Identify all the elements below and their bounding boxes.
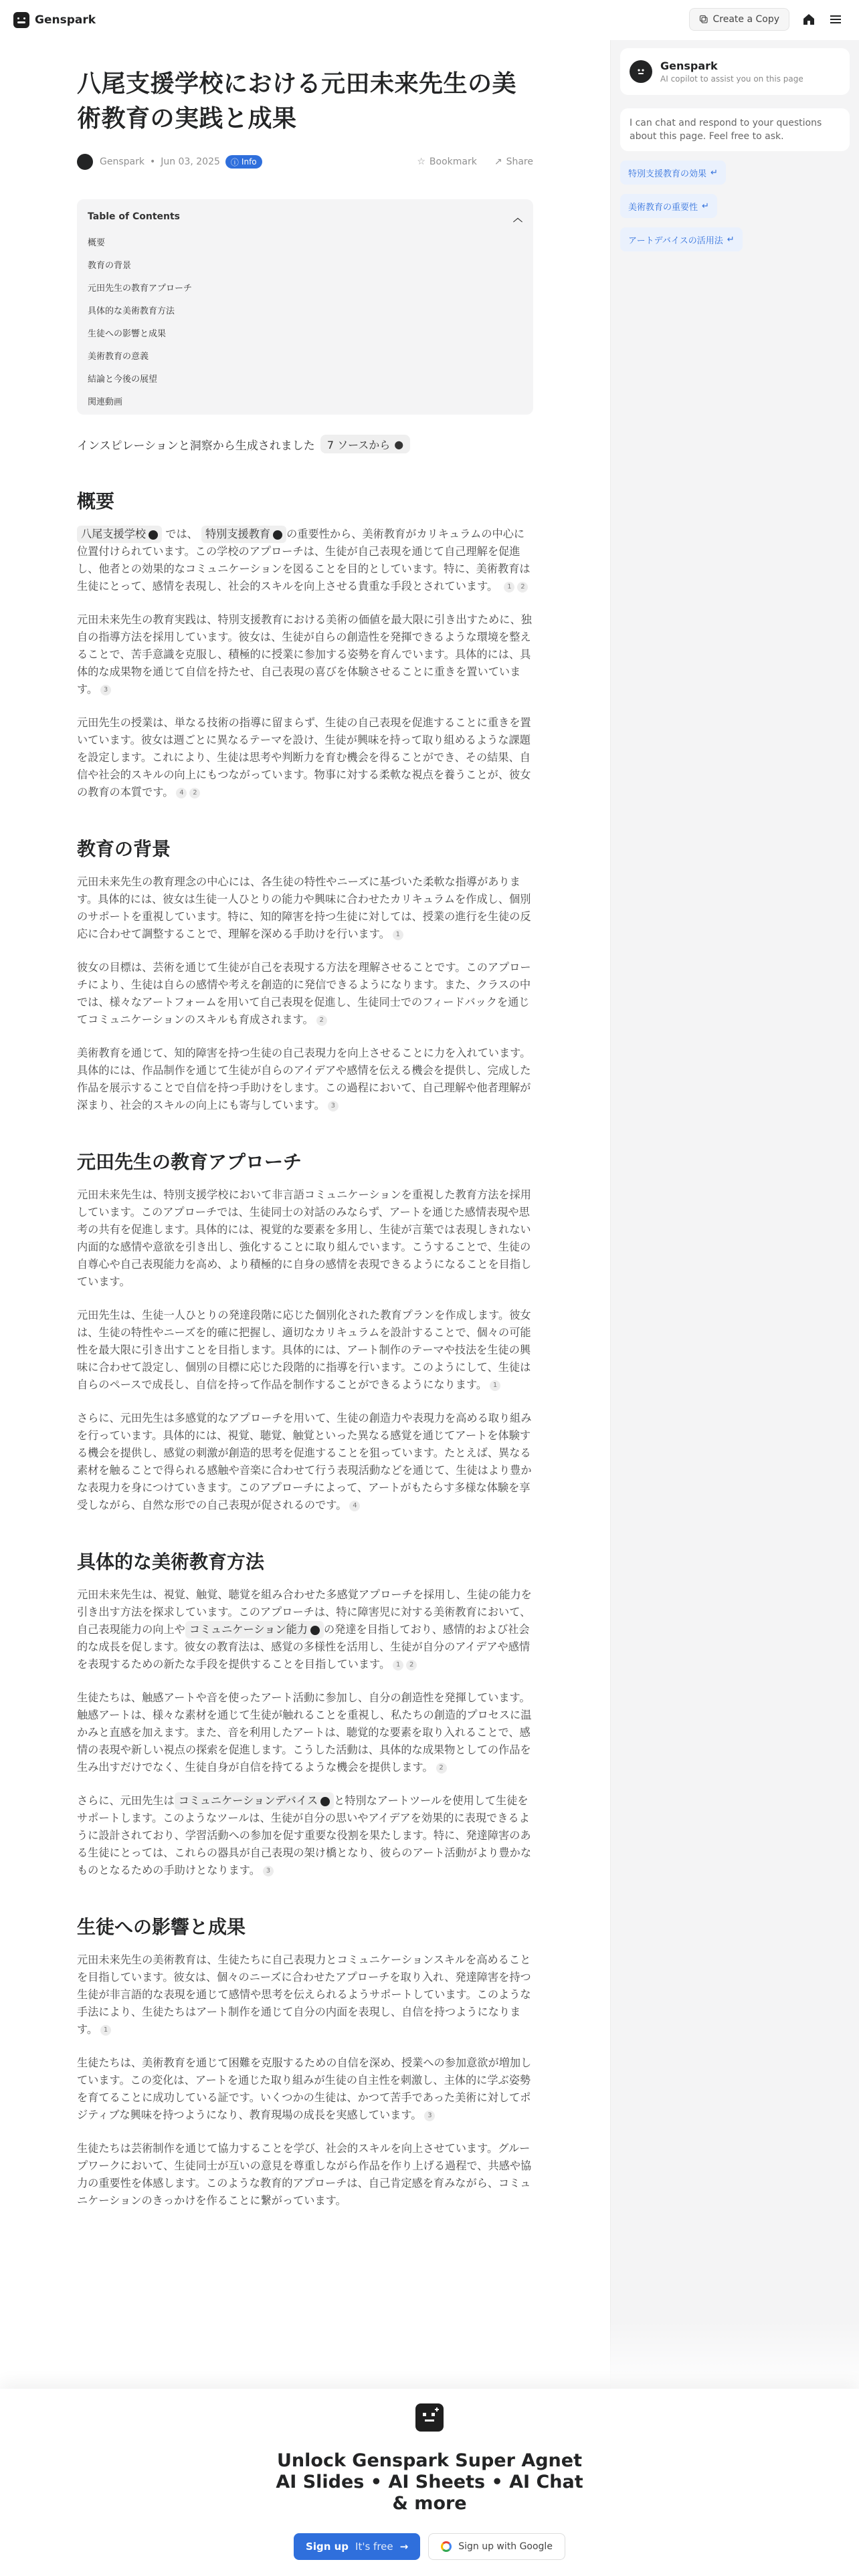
enter-arrow-icon: ↵ — [727, 234, 735, 245]
text: 生徒たちは、美術教育を通じて困難を克服するための自信を深め、授業への参加意欲が増加しています。この変化は、アートを通じた取り組みが生徒の自主性を刺激し、主体的に学ぶ姿勢を育てることに成功している証です。いくつかの生徒は、かつて苦手であった美術に対してポジティブな興味を持つようになり、教育現場の成長を実感しています。 — [77, 2056, 532, 2121]
paragraph — [77, 959, 533, 1029]
enter-arrow-icon: ↵ — [710, 167, 718, 178]
text: 元田先生の授業は、単なる技術の指導に留まらず、生徒の自己表現を促進することに重きを置いています。彼女は週ごとに異なるテーマを設け、生徒が興味を持って取り組めるような課題を設定します。これにより、生徒は思考や判断力を育む機会を得ることができ、その結果、自信や社会的スキルの向上にもつながっています。物事に対する柔軟な視点を養うことが、彼女の教育の本質です。 — [77, 716, 531, 798]
text: の重要性から、美術教育がカリキュラムの中心に位置付けられています。この学校のアプローチは、生徒が自己表現を通じて自己理解を促進し、他者との効果的なコミュニケーションを図ることを目的としています。特に、美術教育は生徒にとって、感情を表現し、社会的スキルを向上させる貴重な手段とされています。 — [77, 528, 531, 593]
bookmark-button[interactable] — [417, 156, 477, 167]
signup-promo-sheet — [0, 2389, 859, 2576]
suggestion-chip[interactable] — [620, 194, 717, 218]
toc-item[interactable]: 結論と今後の展望 — [88, 374, 158, 385]
suggestion-label: 美術教育の重要性 — [628, 202, 698, 213]
paragraph — [77, 1689, 533, 1776]
entity-label: コミュニケーション能力 — [189, 1623, 308, 1636]
google-icon — [441, 2541, 452, 2552]
author-avatar — [77, 154, 93, 170]
section-heading: 概要 — [77, 490, 115, 512]
google-signup-button[interactable] — [428, 2533, 565, 2560]
copilot-subtitle: AI copilot to assist you on this page — [660, 74, 803, 84]
article — [77, 67, 533, 2226]
paragraph — [77, 526, 533, 595]
paragraph — [77, 1410, 533, 1514]
chevron-up-icon[interactable]: ︿ — [513, 213, 522, 224]
citation[interactable]: 2 — [517, 582, 528, 593]
enter-arrow-icon: ↵ — [702, 201, 709, 211]
toc-item[interactable]: 関連動画 — [88, 397, 123, 407]
copilot-name: Genspark — [660, 60, 718, 72]
paragraph — [77, 1951, 533, 2038]
citation[interactable]: 1 — [393, 1660, 403, 1671]
section-heading: 具体的な美術教育方法 — [77, 1551, 265, 1573]
entity-chip[interactable] — [201, 526, 286, 543]
google-signup-label: Sign up with Google — [458, 2541, 553, 2552]
paragraph — [77, 2054, 533, 2124]
copilot-side-panel — [610, 40, 859, 2576]
share-icon: ↗ — [494, 156, 502, 167]
toc-item[interactable]: 美術教育の意義 — [88, 352, 149, 362]
arrow-right-icon: → — [399, 2541, 409, 2553]
citation[interactable]: 1 — [100, 2025, 111, 2036]
genspark-logo-icon — [13, 12, 29, 28]
toc-title: Table of Contents — [88, 211, 181, 222]
citation[interactable]: 3 — [100, 685, 111, 695]
paragraph — [77, 1792, 533, 1879]
sources-chip[interactable] — [320, 435, 410, 453]
section-heading: 元田先生の教育アプローチ — [77, 1151, 302, 1173]
create-copy-button[interactable] — [689, 8, 789, 31]
promo-title: Unlock Genspark Super Agnet AI Slides • AI Sheets • AI Chat & more — [276, 2450, 583, 2514]
star-icon: ☆ — [417, 156, 425, 167]
suggestion-label: アートデバイスの活用法 — [628, 235, 723, 246]
home-icon[interactable] — [801, 12, 816, 27]
toc-item[interactable]: 生徒への影響と成果 — [88, 329, 167, 339]
publish-date: Jun 03, 2025 — [161, 156, 220, 167]
brand-logo[interactable] — [13, 12, 96, 28]
entity-icon — [273, 530, 282, 540]
text: 生徒たちは芸術制作を通じて協力することを学び、社会的スキルを向上させています。グループワークにおいて、生徒同士が互いの意見を尊重しながら作品を作り上げる過程で、共感や協力の重要性を体感します。このような教育的アプローチは、自己肯定感を育みながら、コミュニケーションのきっかけを作ることに繋がっています。 — [77, 2142, 532, 2207]
toc-item[interactable]: 具体的な美術教育方法 — [88, 306, 175, 316]
entity-label: 八尾支援学校 — [81, 528, 147, 540]
meta-dot: • — [149, 156, 156, 167]
text: 彼女の目標は、芸術を通じて生徒が自己を表現する方法を理解させることです。このアプローチにより、生徒は自らの感情や考えを創造的に発信できるようになります。また、クラスの中では、様々なアートフォームを用いて自己表現を促進し、生徒同士でのフィードバックを通じてコミュニケーションのスキルも育成されます。 — [77, 961, 531, 1026]
share-label: Share — [506, 156, 533, 167]
suggestion-label: 特別支援教育の効果 — [628, 169, 707, 179]
brand-name: Genspark — [35, 13, 96, 27]
citation[interactable]: 1 — [393, 930, 403, 940]
copy-icon — [699, 15, 708, 24]
toc-item[interactable]: 元田先生の教育アプローチ — [88, 284, 193, 294]
copilot-header — [620, 48, 850, 95]
article-meta — [77, 152, 533, 171]
paragraph — [77, 873, 533, 943]
toc-header[interactable] — [88, 211, 522, 225]
section-heading: 教育の背景 — [77, 838, 171, 860]
paragraph — [77, 1045, 533, 1114]
source-logo-icon: ● — [394, 437, 404, 451]
toc-item[interactable]: 教育の背景 — [88, 261, 132, 271]
text: 元田未来先生は、特別支援学校において非言語コミュニケーションを重視した教育方法を採用しています。このアプローチでは、生徒同士の対話のみならず、アートを通じた感情表現や思考の共有を促進します。具体的には、視覚的な要素を多用し、生徒が言葉では表現しきれない内面的な感情や意欲を引き出し、強化することに取り組んでいます。こうすることで、生徒の自尊心や自己表現能力を高め、より積極的に自身の感情を表現できるようになることを目指しています。 — [77, 1188, 532, 1288]
entity-chip[interactable] — [175, 1792, 334, 1810]
citation[interactable]: 3 — [328, 1101, 339, 1111]
author-name: Genspark — [100, 156, 145, 167]
entity-label: 特別支援教育 — [205, 528, 271, 540]
citation[interactable]: 1 — [504, 582, 514, 593]
table-of-contents — [77, 199, 533, 415]
citation[interactable]: 2 — [189, 788, 200, 798]
sources-line — [77, 435, 533, 453]
paragraph — [77, 1186, 533, 1291]
page-title: 八尾支援学校における元田未来先生の美術教育の実践と成果 — [77, 70, 517, 132]
sources-text: インスピレーションと洞察から生成されました — [77, 439, 315, 453]
info-icon: ⓘ — [230, 157, 239, 167]
text: の発達を目指しており、感情的および社会的な成長を促します。彼女の教育法は、感覚の多様性を活用し、生徒が自分のアイデアや感情を表現するための新たな手段を提供することを目指しています。 — [77, 1623, 531, 1671]
text: 元田未来先生は、視覚、触覚、聴覚を組み合わせた多感覚アプローチを採用し、生徒の能力を引き出す方法を探求しています。このアプローチは、特に障害児に対する美術教育において、自己表現能力の向上や — [77, 1588, 532, 1636]
signup-button[interactable] — [294, 2533, 420, 2560]
citation[interactable]: 3 — [424, 2111, 435, 2121]
citation[interactable]: 1 — [490, 1380, 500, 1391]
text: さらに、元田先生は多感覚的なアプローチを用いて、生徒の創造力や表現力を高める取り組みを行っています。具体的には、視覚、聴覚、触覚といった異なる感覚を通じてアートを体験する機会を提供し、感覚の刺激が創造的思考を促進することを狙っています。たとえば、異なる素材を触ることで得られる感触や音楽に合わせて行う表現活動などを通じて、生徒はより豊かな表現力を身につけていきます。このアプローチによって、アートがもたらす多様な体験を享受しながら、自然な形での自己表現が促されるのです。 — [77, 1412, 532, 1511]
entity-label: コミュニケーションデバイス — [178, 1794, 318, 1807]
genspark-agent-icon — [415, 2403, 444, 2432]
text: 生徒たちは、触感アートや音を使ったアート活動に参加し、自分の創造性を発揮しています。触感アートは、様々な素材を通じて生徒が触れることを重視し、私たちの創造的プロセスに温かみと直感を加えます。また、音を利用したアートは、聴覚的な要素を取り入れることで、感情の表現や新しい視点の探索を促進します。こうした活動は、具体的な成果物としての作品を生み出すだけでなく、生徒自身が自信を持てるような機会を提供します。 — [77, 1691, 532, 1774]
paragraph — [77, 714, 533, 801]
toc-item[interactable]: 概要 — [88, 238, 106, 248]
text: 元田未来先生の教育理念の中心には、各生徒の特性やニーズに基づいた柔軟な指導があります。具体的には、彼女は生徒一人ひとりの能力や興味に合わせたカリキュラムを作成し、個別のサポートを重視しています。特に、知的障害を持つ生徒に対しては、授業の進行を生徒の反応に合わせて調整することで、理解を深める手助けを行います。 — [77, 875, 531, 940]
signup-free-label: It's free — [355, 2541, 393, 2553]
text: 元田未来先生の美術教育は、生徒たちに自己表現力とコミュニケーションスキルを高めることを目指しています。彼女は、個々のニーズに合わせたアプローチを取り入れ、発達障害を持つ生徒が非言語的な表現を通じて感情や思考を伝えられるようサポートしています。このような手法により、生徒たちはアート制作を通じて自分の内面を表現し、自信を持つようになります。 — [77, 1953, 531, 2036]
entity-icon — [149, 530, 158, 540]
sources-count: 7 ソースから — [326, 438, 391, 451]
signup-label: Sign up — [306, 2541, 349, 2553]
suggestion-chip[interactable] — [620, 227, 743, 251]
info-badge[interactable] — [225, 155, 262, 169]
suggestion-chip[interactable] — [620, 160, 726, 185]
copilot-avatar-icon — [630, 60, 652, 83]
paragraph — [77, 611, 533, 698]
citation[interactable]: 2 — [316, 1015, 327, 1026]
text: では、 — [165, 528, 198, 540]
copilot-intro-message: I can chat and respond to your questions about this page. Feel free to ask. — [620, 108, 850, 151]
info-label: Info — [241, 157, 257, 167]
citation[interactable]: 4 — [176, 788, 187, 798]
citation[interactable]: 3 — [263, 1866, 274, 1876]
entity-chip[interactable] — [77, 526, 162, 543]
text: 美術教育を通じて、知的障害を持つ生徒の自己表現力を向上させることに力を入れています。具体的には、作品制作を通じて生徒が自らのアイデアや感情を伝える機会を提供し、完成した作品を展示することで自信を持つ手助けをします。この過程において、自己理解や他者理解が深まり、社会的スキルの向上にも寄与しています。 — [77, 1047, 531, 1111]
entity-icon — [310, 1626, 320, 1635]
entity-chip[interactable] — [185, 1621, 324, 1638]
citation[interactable]: 2 — [406, 1660, 417, 1671]
paragraph — [77, 2140, 533, 2210]
bookmark-label: Bookmark — [429, 156, 477, 167]
menu-icon[interactable] — [828, 12, 843, 27]
paragraph — [77, 1586, 533, 1673]
create-copy-label: Create a Copy — [712, 14, 779, 25]
citation[interactable]: 2 — [436, 1763, 447, 1774]
section-heading: 生徒への影響と成果 — [77, 1916, 246, 1938]
share-button[interactable] — [494, 156, 533, 167]
citation[interactable]: 4 — [349, 1501, 360, 1511]
top-bar — [0, 0, 859, 40]
paragraph — [77, 1307, 533, 1394]
text: と特別なアートツールを使用して生徒をサポートします。このようなツールは、生徒が自分の思いやアイデアを効果的に表現できるように設計されており、学習活動への参加を促す重要な役割を果たします。特に、発達障害のある生徒にとっては、これらの器具が自己表現の架け橋となり、彼らのアート活動がより豊かなものとなるための手助けとなります。 — [77, 1794, 532, 1876]
content-fade — [0, 2321, 859, 2394]
text: さらに、元田先生は — [77, 1794, 175, 1807]
text: 元田先生は、生徒一人ひとりの発達段階に応じた個別化された教育プランを作成します。彼女は、生徒の特性やニーズを的確に把握し、適切なカリキュラムを設計することで、個々の可能性を最大限に引き出すことを目指します。具体的には、アート制作のテーマや技法を生徒の興味に合わせて設定し、個別の目標に応じた段階的に指導を行います。このようにして、生徒は自らのペースで成長し、自信を持って作品を制作することができるようになります。 — [77, 1309, 531, 1391]
entity-icon — [320, 1797, 330, 1806]
text: 元田未来先生の教育実践は、特別支援教育における美術の価値を最大限に引き出すために、独自の指導方法を採用しています。彼女は、生徒が自らの創造性を発揮できるような環境を整えることで、苦手意識を克服し、積極的に授業に参加する姿勢を育んでいます。具体的には、具体的な成果物を通じて自信を持たせ、自己表現の喜びを体験させることに重きを置いています。 — [77, 613, 532, 695]
